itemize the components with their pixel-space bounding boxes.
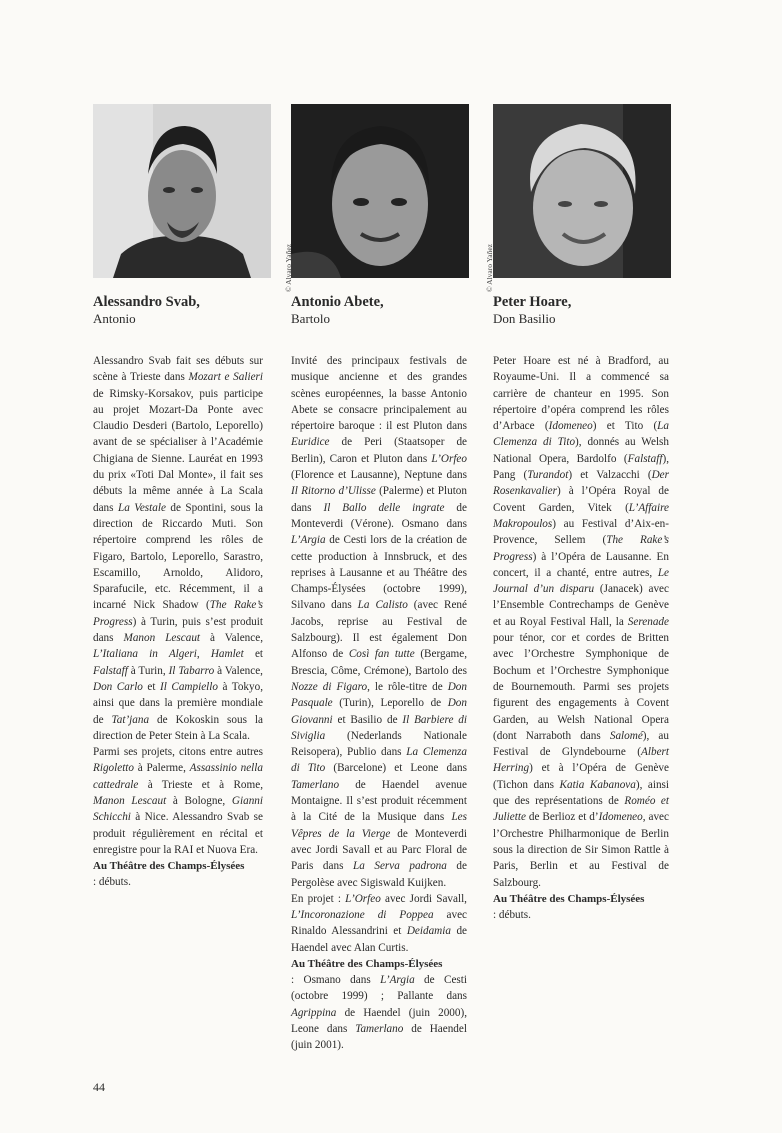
artist-bio: Alessandro Svab fait ses débuts sur scène à Trieste dans Mozart e Salieri de Rimsky-Korsakov, puis participe au projet Mozart-Da Ponte avec Claudio Desderi (Bartolo, Leporello) avant de se spécialiser à l’Académie Chigiana de Sienne. Lauréat en 1993 du prix «Toti Dal Monte», il fait ses débuts la même année à La Scala dans La Vestale de Spontini, sous la direction de Riccardo Muti. Son répertoire comprend les rôles de Figaro, Bartolo, Leporello, Sarastro, Escamillo, Arnoldo, Alidoro, Sparafucile, etc. Récemment, il a incarné Nick Shadow (The Rake’s Progress) à Turin, puis s’est produit dans Manon Lescaut à Valence, L’Italiana in Algeri, Hamlet et Falstaff à Turin, Il Tabarro à Valence, Don Carlo et Il Campiello à Tokyo, ainsi que dans la première mondiale de Tat’jana de Kokoskin sous la direction de Peter Stein à La Scala. Parmi ses projets, citons entre autres Rigoletto à Palerme, Assassinio nella cattedrale à Trieste et à Rome, Manon Lescaut à Bologne, Gianni Schicchi à Nice. Alessandro Svab se produit régulièrement en récital et enregistre pour la RAI et Nuova Era. — [93, 355, 264, 856]
portrait-antonio-abete — [291, 104, 469, 278]
artist-name: Alessandro Svab, — [93, 294, 200, 310]
artist-bio: Invité des principaux festivals de musique ancienne et des grandes scènes européennes, la basse Antonio Abete se consacre principalement au répertoire baroque : il est Pluton dans Euridice de Peri (Staatsoper de Berlin), Caron et Pluton dans L’Orfeo (Florence et Lausanne), Neptune dans Il Ritorno d’Ulisse (Palerme) et Pluton dans Il Ballo delle ingrate de Monteverdi (Vérone). Osmano dans L’Argia de Cesti lors de la création de cette production à Innsbruck, et des reprises à Lausanne et au Théâtre des Champs-Élysées (octobre 1999), Silvano dans La Calisto (avec René Jacobs, reprise au Festival de Salzbourg). Il est également Don Alfonso de Così fan tutte (Bergame, Brescia, Côme, Crémone), Bartolo des Nozze di Figaro, le rôle-titre de Don Pasquale (Turin), Leporello de Don Giovanni et Basilio de Il Barbiere di Siviglia (Nederlands Nationale Reisopera), Publio dans La Clemenza di Tito (Barcelone) et Leone dans Tamerlano de Haendel avenue Montaigne. Il s’est produit récemment à la Cité de la Musique dans Les Vêpres de la Vierge de Monteverdi avec Jordi Savall et au Parc Floral de Paris dans La Serva padrona de Pergolèse avec Sigiswald Kuijken. En projet : L’Orfeo avec Jordi Savall, L’Incoronazione di Poppea avec Rinaldo Alessandrini et Deidamia de Haendel avec Alan Curtis. — [291, 355, 468, 954]
venue-appearances: : débuts. — [93, 876, 131, 889]
artist-role: Don Basilio — [493, 311, 556, 326]
photo-credit-abete: © Alvaro Yañez — [284, 244, 293, 292]
artist-column-abete — [291, 294, 467, 1053]
artist-name: Peter Hoare, — [493, 294, 572, 310]
venue-label: Au Théâtre des Champs-Élysées — [291, 957, 443, 970]
venue-appearances: : Osmano dans L’Argia de Cesti (octobre 1999) ; Pallante dans Agrippina de Haendel (juin 2000), Leone dans Tamerlano de Haendel (juin 2001). — [291, 973, 467, 1052]
photo-credit-hoare: © Alvaro Yañez — [485, 244, 494, 292]
artist-bio: Peter Hoare est né à Bradford, au Royaume-Uni. Il a commencé sa carrière de chanteur en 1995. Son répertoire d’opéra comprend les rôles d’Arbace (Idomeneo) et Tito (La Clemenza di Tito), donnés au Welsh National Opera, Bardolfo (Falstaff), Pang (Turandot) et Valzacchi (Der Rosenkavalier) à l’Opéra Royal de Covent Garden, Vitek (L’Affaire Makropoulos) au Festival d’Aix-en-Provence, Sellem (The Rake’s Progress) à l’Opéra de Lausanne. En concert, il a chanté, entre autres, Le Journal d’un disparu (Janacek) avec l’Ensemble Contrechamps de Genève et au Royal Festival Hall, la Serenade pour ténor, cor et cordes de Britten avec l’Orchestre Symphonique de Bochum et l’Orchestre Symphonique de Bournemouth. Parmi ses projets figurent des engagements à Covent Garden, au Welsh National Opera (dont Narraboth dans Salomé), au Festival de Glyndebourne (Albert Herring) et à l’Opéra de Genève (Tichon dans Katia Kabanova), ainsi que des représentations de Roméo et Juliette de Berlioz et d’Idomeneo, avec l’Orchestre Philharmonique de Berlin sous la direction de Sir Simon Rattle à Paris, Berlin et au Festival de Salzbourg. — [493, 355, 670, 889]
portrait-peter-hoare — [493, 104, 671, 278]
page-number: 44 — [93, 1080, 105, 1094]
portrait-alessandro-svab — [93, 104, 271, 278]
artist-role: Bartolo — [291, 311, 330, 326]
artist-column-hoare — [493, 294, 669, 923]
artist-role: Antonio — [93, 311, 136, 326]
venue-label: Au Théâtre des Champs-Élysées — [493, 892, 645, 905]
artist-column-svab — [93, 294, 263, 891]
artist-name: Antonio Abete, — [291, 294, 384, 310]
venue-appearances: : débuts. — [493, 908, 531, 921]
venue-label: Au Théâtre des Champs-Élysées — [93, 860, 245, 873]
